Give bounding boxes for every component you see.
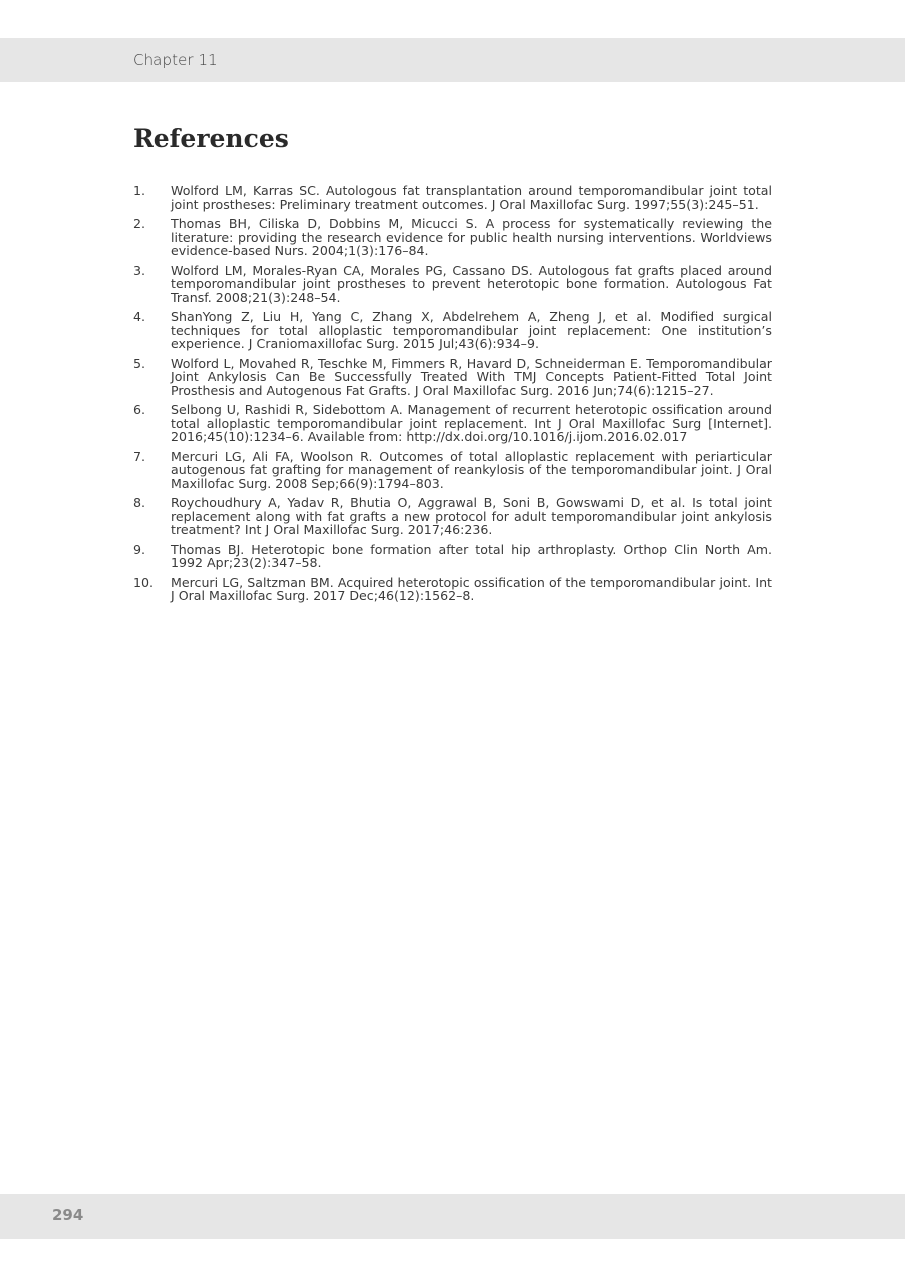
page-footer [0,1194,905,1239]
reference-text: Mercuri LG, Saltzman BM. Acquired heterotopic ossification of the temporomandibular joint. Int J Oral Maxillofac Surg. 2017 Dec;46(12):1562–8. [171,574,772,603]
reference-item [133,576,772,603]
reference-text: Thomas BH, Ciliska D, Dobbins M, Micucci S. A process for systematically reviewing the literature: providing the research evidence for public health nursing interventions. Worldviews evidence-based Nurs. 2004;1(3):176–84. [171,216,772,258]
reference-text: Thomas BJ. Heterotopic bone formation after total hip arthroplasty. Orthop Clin North Am. 1992 Apr;23(2):347–58. [171,541,772,570]
reference-text: Wolford LM, Morales-Ryan CA, Morales PG, Cassano DS. Autologous fat grafts placed around temporomandibular joint prostheses to prevent heterotopic bone formation. Autologous Fat Transf. 2008;21(3):248–54. [171,262,772,305]
reference-item [133,403,772,444]
reference-item [133,357,772,398]
chapter-label: Chapter 11 [133,51,218,69]
page-number: 294 [52,1206,84,1224]
reference-text: Selbong U, Rashidi R, Sidebottom A. Management of recurrent heterotopic ossification around total alloplastic temporomandibular joint replacement. Int J Oral Maxillofac Surg [Internet]. 2016;45(10):1234–6. Available from: http://dx.doi.org/10.1016/j.ijom.2016.02.017 [171,402,772,444]
reference-number: 1. [133,183,146,198]
reference-list [133,184,772,609]
reference-number: 10. [133,574,154,590]
reference-item [133,310,772,351]
reference-text: ShanYong Z, Liu H, Yang C, Zhang X, Abdelrehem A, Zheng J, et al. Modified surgical techniques for total alloplastic temporomandibular joint replacement: One institution’s experience. J Craniomaxillofac Surg. 2015 Jul;43(6):934–9. [171,309,772,351]
reference-number: 9. [133,541,146,557]
reference-item [133,496,772,537]
reference-number: 4. [133,309,146,324]
reference-text: Mercuri LG, Ali FA, Woolson R. Outcomes of total alloplastic replacement with periarticular autogenous fat grafting for management of reankylosis of the temporomandibular joint. J Oral Maxillofac Surg. 2008 Sep;66(9):1794–803. [171,448,772,491]
reference-item [133,264,772,305]
reference-item [133,217,772,258]
section-title: References [133,124,289,153]
reference-number: 8. [133,495,146,510]
reference-text: Wolford LM, Karras SC. Autologous fat transplantation around temporomandibular joint total joint prostheses: Preliminary treatment outcomes. J Oral Maxillofac Surg. 1997;55(3):245–51. [171,183,772,212]
reference-item [133,184,772,211]
reference-number: 2. [133,216,146,231]
reference-text: Wolford L, Movahed R, Teschke M, Fimmers R, Havard D, Schneiderman E. Temporomandibular Joint Ankylosis Can Be Successfully Treated With TMJ Concepts Patient-Fitted Total Joint Prosthesis and Autogenous Fat Grafts. J Oral Maxillofac Surg. 2016 Jun;74(6):1215–27. [171,355,772,398]
reference-number: 3. [133,262,146,278]
reference-number: 5. [133,355,146,371]
reference-text: Roychoudhury A, Yadav R, Bhutia O, Aggrawal B, Soni B, Gowswami D, et al. Is total joint replacement along with fat grafts a new protocol for adult temporomandibular joint ankylosis treatment? Int J Oral Maxillofac Surg. 2017;46:236. [171,495,772,537]
reference-item [133,450,772,491]
reference-number: 7. [133,448,146,464]
reference-number: 6. [133,402,146,417]
reference-item [133,543,772,570]
running-header [0,38,905,82]
